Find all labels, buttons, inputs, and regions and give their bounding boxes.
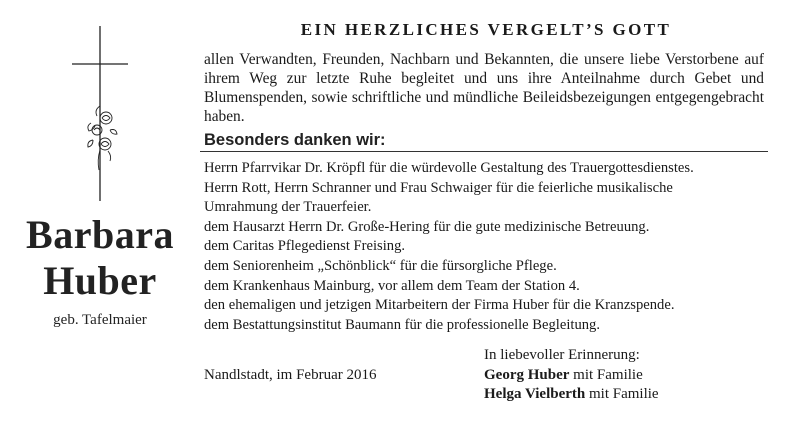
- place-and-date: Nandlstadt, im Februar 2016: [204, 367, 377, 383]
- thanks-item: dem Krankenhaus Mainburg, vor allem dem Team der Station 4.: [204, 277, 580, 294]
- thanks-item: Umrahmung der Trauerfeier.: [204, 199, 372, 216]
- thanks-item: den ehemaligen und jetzigen Mitarbeitern der Firma Huber für die Kranzspende.: [204, 297, 675, 314]
- thanks-item: dem Hausarzt Herrn Dr. Große-Hering für die gute medizinische Betreuung.: [204, 218, 650, 235]
- thanks-item: dem Caritas Pflegedienst Freising.: [204, 238, 406, 255]
- signer-line: [484, 366, 659, 386]
- thanks-item: dem Seniorenheim „Schönblick“ für die fürsorgliche Pflege.: [204, 257, 557, 274]
- thanks-item: dem Bestattungsinstitut Baumann für die professionelle Begleitung.: [204, 316, 600, 333]
- deceased-name-block: [16, 212, 184, 329]
- deceased-last-name: Huber: [43, 258, 157, 303]
- thanks-item: Herrn Pfarrvikar Dr. Kröpfl für die würdevolle Gestaltung des Trauergottesdienstes.: [204, 160, 694, 176]
- cross-with-roses-icon: [70, 26, 130, 201]
- signoff-block: [484, 346, 659, 405]
- notice-heading: EIN HERZLICHES VERGELT’S GOTT: [300, 20, 672, 39]
- signer-name: Georg Huber: [484, 366, 570, 383]
- signer-suffix: mit Familie: [573, 366, 643, 383]
- signer-line: [484, 385, 659, 405]
- thanks-item: Herrn Rott, Herrn Schranner und Frau Schwaiger für die feierliche musikalische: [204, 179, 673, 196]
- thanks-list: [204, 159, 774, 335]
- special-thanks-heading: Besonders danken wir:: [204, 131, 386, 149]
- signoff-intro: In liebevoller Erinnerung:: [484, 347, 640, 363]
- deceased-first-name: Barbara: [26, 212, 174, 257]
- divider-line: [200, 151, 768, 152]
- intro-paragraph: allen Verwandten, Freunden, Nachbarn und Bekannten, die unsere liebe Verstorbene auf ihrem Weg zur letzte Ruhe begleitet und uns ihre Anteilnahme durch Gebet und Blumenspenden, sowie schriftliche und mündliche Beileidsbezeigungen entgegengebracht haben.: [204, 51, 764, 125]
- signer-name: Helga Vielberth: [484, 386, 586, 403]
- signer-suffix: mit Familie: [589, 386, 659, 403]
- maiden-name: geb. Tafelmaier: [53, 312, 147, 328]
- memorial-column: [0, 0, 190, 421]
